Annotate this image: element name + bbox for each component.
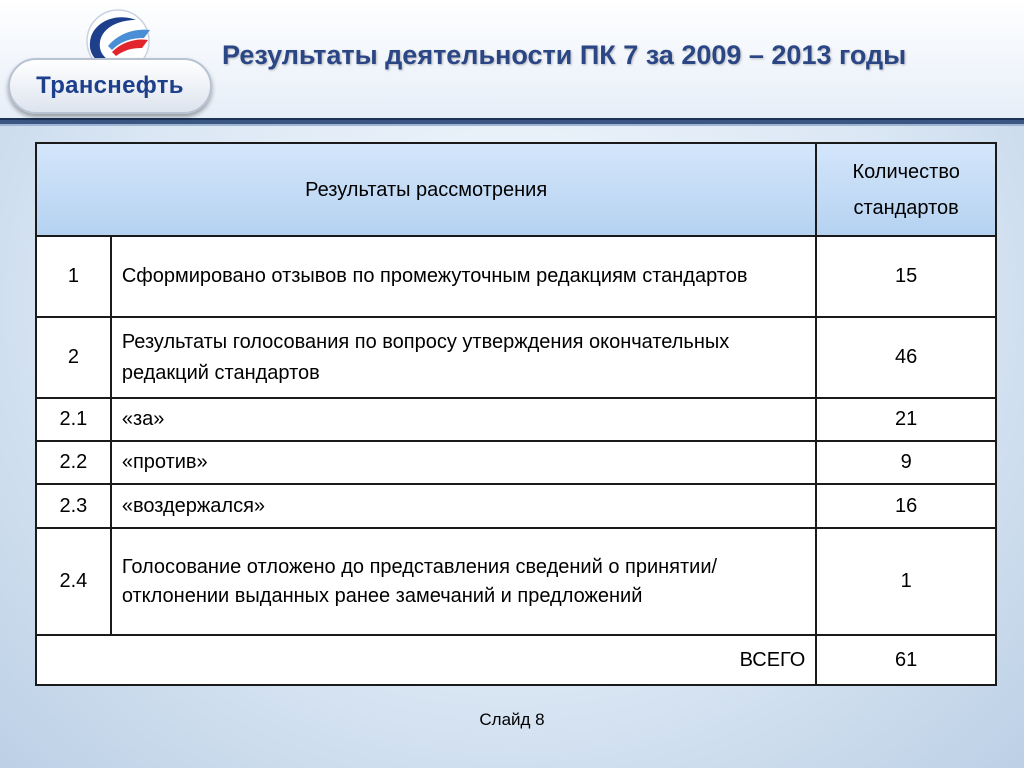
row-number: 2.2 xyxy=(36,441,111,484)
company-logo xyxy=(8,8,213,110)
row-count: 16 xyxy=(816,484,996,528)
header-results: Результаты рассмотрения xyxy=(36,143,816,236)
row-number: 2 xyxy=(36,317,111,398)
table-row xyxy=(36,528,996,635)
table-row xyxy=(36,441,996,484)
row-number: 2.1 xyxy=(36,398,111,441)
table-row xyxy=(36,317,996,398)
row-count: 46 xyxy=(816,317,996,398)
total-count: 61 xyxy=(816,635,996,685)
slide-number: Слайд 8 xyxy=(479,710,545,729)
row-number: 2.3 xyxy=(36,484,111,528)
row-count: 1 xyxy=(816,528,996,635)
row-description: Сформировано отзывов по промежуточным редакциям стандартов xyxy=(111,236,816,317)
slide-title: Результаты деятельности ПК 7 за 2009 – 2013 годы xyxy=(222,40,907,70)
header-count: Количество стандартов xyxy=(816,143,996,236)
logo-wordmark: Транснефть xyxy=(36,72,184,99)
table-row xyxy=(36,236,996,317)
table-total-row xyxy=(36,635,996,685)
table-row xyxy=(36,398,996,441)
row-description: Голосование отложено до представления сведений о принятии/отклонении выданных ранее замечаний и предложений xyxy=(111,528,816,635)
row-description: «за» xyxy=(111,398,816,441)
results-table xyxy=(35,142,997,686)
row-description: «воздержался» xyxy=(111,484,816,528)
row-count: 9 xyxy=(816,441,996,484)
row-count: 21 xyxy=(816,398,996,441)
table-row xyxy=(36,484,996,528)
logo-plate xyxy=(8,58,212,114)
header-divider xyxy=(0,118,1024,126)
row-count: 15 xyxy=(816,236,996,317)
table-header-row xyxy=(36,143,996,236)
total-label: ВСЕГО xyxy=(36,635,816,685)
row-number: 1 xyxy=(36,236,111,317)
row-number: 2.4 xyxy=(36,528,111,635)
row-description: «против» xyxy=(111,441,816,484)
row-description: Результаты голосования по вопросу утверждения окончательных редакций стандартов xyxy=(111,317,816,398)
